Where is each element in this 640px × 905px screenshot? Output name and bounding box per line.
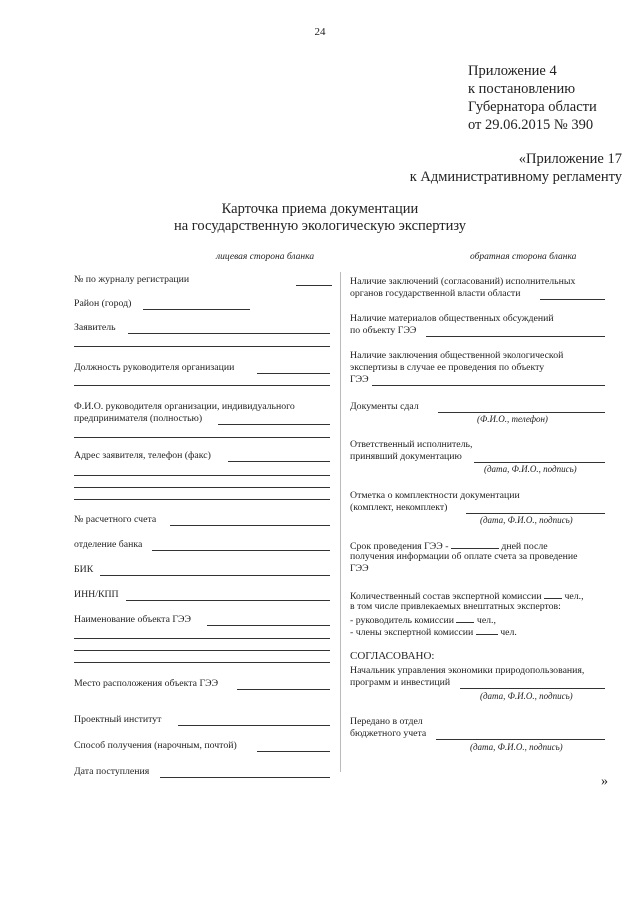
- object-name-label: Наименование объекта ГЭЭ: [74, 614, 191, 625]
- bank-label: отделение банка: [74, 539, 143, 550]
- title-line: на государственную экологическую экспертизу: [173, 218, 467, 234]
- appendix-line: Приложение 4: [468, 63, 557, 79]
- title-line: Карточка приема документации: [221, 201, 419, 217]
- object-name-field-extra-1[interactable]: [74, 638, 330, 639]
- address-field-extra-3[interactable]: [74, 499, 330, 500]
- method-field[interactable]: [257, 751, 330, 752]
- bik-field[interactable]: [100, 575, 330, 576]
- object-location-field[interactable]: [237, 689, 330, 690]
- journal-number-field[interactable]: [296, 285, 332, 286]
- public-review-field[interactable]: [372, 385, 605, 386]
- object-name-field[interactable]: [207, 625, 330, 626]
- applicant-field-extra[interactable]: [74, 346, 330, 347]
- agreed-label: СОГЛАСОВАНО:: [350, 650, 435, 662]
- head-name-label-line2: предпринимателя (полностью): [74, 413, 203, 424]
- conclusions-label-line2: органов государственной власти области: [350, 288, 521, 299]
- appendix-line: к постановлению: [468, 81, 576, 97]
- institute-field[interactable]: [178, 725, 330, 726]
- commission-members-label: - члены экспертной комиссии: [350, 627, 474, 638]
- bik-label: БИК: [74, 564, 94, 575]
- head-name-label-line1: Ф.И.О. руководителя организации, индивидуального: [74, 401, 295, 412]
- inn-field[interactable]: [126, 600, 330, 601]
- inn-label: ИНН/КПП: [74, 589, 119, 600]
- method-label: Способ получения (нарочным, почтой): [74, 740, 237, 751]
- page-number: 24: [314, 26, 326, 38]
- responsible-label-line2: принявший документацию: [350, 451, 462, 462]
- column-divider: [340, 272, 341, 772]
- transferred-hint: (дата, Ф.И.О., подпись): [470, 742, 563, 752]
- public-review-label-line1: Наличие заключения общественной экологической: [350, 350, 564, 361]
- chief-hint: (дата, Ф.И.О., подпись): [480, 691, 573, 701]
- public-review-label-line3: ГЭЭ: [350, 374, 369, 385]
- responsible-hint: (дата, Ф.И.О., подпись): [484, 464, 577, 474]
- address-field-extra-2[interactable]: [74, 487, 330, 488]
- institute-label: Проектный институт: [74, 714, 162, 725]
- appendix17-line: к Административному регламенту: [409, 169, 622, 185]
- commission-size-label: Количественный состав экспертной комиссии: [350, 591, 542, 602]
- commission-head-label: - руководитель комиссии: [350, 615, 454, 626]
- journal-number-label: № по журналу регистрации: [74, 274, 190, 285]
- completeness-field[interactable]: [466, 513, 605, 514]
- commission-size-unit: чел.,: [564, 591, 584, 602]
- conclusions-label-line1: Наличие заключений (согласований) исполнительных: [350, 276, 576, 287]
- head-name-field[interactable]: [218, 424, 330, 425]
- appendix-line: Губернатора области: [468, 99, 597, 115]
- object-name-field-extra-3[interactable]: [74, 662, 330, 663]
- address-label: Адрес заявителя, телефон (факс): [74, 450, 211, 461]
- docs-submitted-label: Документы сдал: [350, 401, 419, 412]
- district-label: Район (город): [74, 298, 132, 309]
- head-position-field[interactable]: [257, 373, 330, 374]
- docs-submitted-hint: (Ф.И.О., телефон): [477, 414, 548, 424]
- term-days-field[interactable]: [451, 539, 499, 549]
- materials-field[interactable]: [426, 336, 605, 337]
- head-position-field-extra[interactable]: [74, 385, 330, 386]
- account-label: № расчетного счета: [74, 514, 157, 525]
- docs-submitted-field[interactable]: [438, 412, 605, 413]
- chief-label-line2: программ и инвестиций: [350, 677, 451, 688]
- applicant-label: Заявитель: [74, 322, 116, 333]
- district-field[interactable]: [143, 309, 250, 310]
- completeness-label-line1: Отметка о комплектности документации: [350, 490, 520, 501]
- commission-head-field[interactable]: [456, 613, 474, 623]
- transferred-label-line2: бюджетного учета: [350, 728, 427, 739]
- head-position-label: Должность руководителя организации: [74, 362, 235, 373]
- document-title: [0, 201, 640, 235]
- appendix17-line: «Приложение 17: [518, 151, 622, 167]
- closing-quote: »: [601, 774, 608, 789]
- transferred-field[interactable]: [436, 739, 605, 740]
- bank-field[interactable]: [152, 550, 330, 551]
- commission-size-field[interactable]: [544, 589, 562, 599]
- applicant-field[interactable]: [128, 333, 330, 334]
- materials-label-line1: Наличие материалов общественных обсуждений: [350, 313, 554, 324]
- appendix-line: от 29.06.2015 № 390: [468, 117, 594, 133]
- public-review-label-line2: экспертизы в случае ее проведения по объекту: [350, 362, 545, 373]
- address-field[interactable]: [228, 461, 330, 462]
- completeness-hint: (дата, Ф.И.О., подпись): [480, 515, 573, 525]
- chief-label-line1: Начальник управления экономики природопользования,: [350, 665, 585, 676]
- term-label-prefix: Срок проведения ГЭЭ -: [350, 541, 449, 552]
- receipt-date-label: Дата поступления: [74, 766, 150, 777]
- chief-signature-field[interactable]: [460, 688, 605, 689]
- address-field-extra-1[interactable]: [74, 475, 330, 476]
- term-label-line2: получения информации об оплате счета за проведение: [350, 551, 578, 562]
- commission-members-unit: чел.: [500, 627, 517, 638]
- responsible-field[interactable]: [474, 462, 605, 463]
- materials-label-line2: по объекту ГЭЭ: [350, 325, 417, 336]
- commission-label-line4: [350, 625, 517, 639]
- commission-members-field[interactable]: [476, 625, 498, 635]
- appendix-reference: [468, 62, 597, 134]
- transferred-label-line1: Передано в отдел: [350, 716, 423, 727]
- term-label-line3: ГЭЭ: [350, 563, 369, 574]
- object-location-label: Место расположения объекта ГЭЭ: [74, 678, 219, 689]
- appendix17-reference: [410, 150, 622, 186]
- account-field[interactable]: [170, 525, 330, 526]
- commission-label-line2: в том числе привлекаемых внештатных экспертов:: [350, 601, 561, 612]
- responsible-label-line1: Ответственный исполнитель,: [350, 439, 473, 450]
- receipt-date-field[interactable]: [160, 777, 330, 778]
- commission-head-unit: чел.,: [476, 615, 496, 626]
- head-name-field-extra[interactable]: [74, 437, 330, 438]
- term-label-suffix: дней после: [501, 541, 548, 552]
- back-side-label: обратная сторона бланка: [470, 252, 577, 262]
- front-side-label: лицевая сторона бланка: [216, 252, 315, 262]
- object-name-field-extra-2[interactable]: [74, 650, 330, 651]
- conclusions-field[interactable]: [540, 299, 605, 300]
- completeness-label-line2: (комплект, некомплект): [350, 502, 448, 513]
